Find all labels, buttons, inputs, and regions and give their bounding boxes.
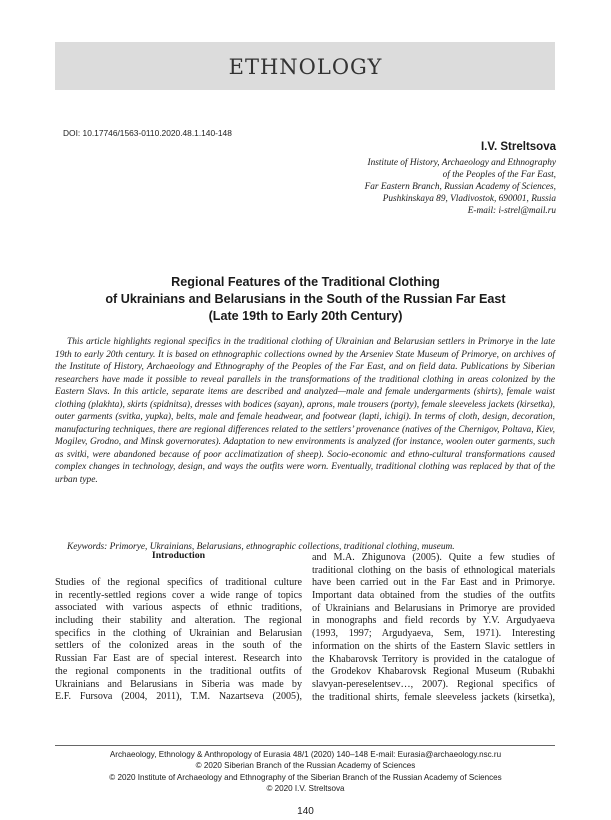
affiliation-line: Far Eastern Branch, Russian Academy of Sciences,: [364, 182, 556, 192]
body-column-right: [312, 552, 555, 704]
affiliation-line: of the Peoples of the Far East,: [442, 170, 556, 180]
title-line: Regional Features of the Traditional Clothing: [171, 275, 440, 289]
affiliation-line: Institute of History, Archaeology and Ethnography: [367, 158, 556, 168]
body-line: of Ukrainians and Belarusians in Primorye are provided: [312, 602, 555, 614]
author-affiliation: [196, 157, 556, 217]
section-title: ETHNOLOGY: [228, 55, 383, 79]
body-line: settlers of the colonized areas in the south of the: [55, 640, 302, 652]
body-line: Russian Far East are of special interest. Research into: [55, 653, 302, 665]
body-line: Important data obtained from the studies of the outfits: [312, 590, 555, 602]
footer-copyright-line: © 2020 Siberian Branch of the Russian Academy of Sciences: [195, 761, 416, 771]
body-line: the traditional shirts, female sleeveless jackets (kirsetka),: [312, 691, 555, 703]
body-line: in monographs and field records by Y.V. Argudyaeva: [312, 615, 555, 627]
body-line: slavyan-pereselentsev…, 2007). Regional specifics of: [312, 678, 555, 690]
title-line: of Ukrainians and Belarusians in the South of the Russian Far East: [105, 292, 506, 306]
body-line: the Grodekov Khabarovsk Regional Museum (Rubakhi: [312, 666, 555, 678]
title-line: (Late 19th to Early 20th Century): [208, 309, 403, 323]
body-line: have been carried out in the Far East and in Primorye.: [312, 577, 555, 589]
footer: [0, 749, 611, 794]
page-number: 140: [297, 806, 314, 817]
body-line: traditional clothing on the basis of ethnological materials: [312, 564, 555, 576]
affiliation-email: E-mail: i-strel@mail.ru: [467, 206, 556, 216]
body-line: associated with various aspects of ethnic traditions,: [55, 602, 302, 614]
footer-copyright-line: © 2020 I.V. Streltsova: [266, 783, 345, 793]
body-line: the Khabarovsk Territory is provided in the catalogue of: [312, 653, 555, 665]
body-line: Ukrainians and Belarusians in Siberia was made by: [55, 678, 302, 690]
keywords: Keywords: Primorye, Ukrainians, Belarusians, ethnographic collections, traditional clothing, museum.: [67, 542, 455, 552]
introduction-heading: Introduction: [151, 550, 206, 561]
body-line: information on the shirts of the Eastern Slavic settlers in: [312, 640, 555, 652]
body-column-left: [55, 577, 302, 704]
body-line: (1993, 1997; Argudyaeva, Sem, 1971). Interesting: [312, 628, 555, 640]
body-line: including their stability and alteration. The regional: [55, 615, 302, 627]
author-name: I.V. Streltsova: [480, 141, 556, 153]
doi: DOI: 10.17746/1563-0110.2020.48.1.140-148: [63, 128, 232, 138]
body-line: Studies of the regional specifics of traditional culture: [55, 577, 302, 588]
abstract: This article highlights regional specifics in the traditional clothing of Ukrainian and Belarusian settlers in Primorye in the late 19th to early 20th century. It is based on ethnographic collections owned by the Arseniev State Museum of Primorye, on archives of the Institute of History, Archaeology and Ethnography of the Peoples of the Far East, and on field data. Publications by Siberian researchers have made it possible to reveal parallels in the transformations of the traditional clothing in areas colonized by the Eastern Slavs. In this article, separate items are described and analyzed—male and female undergarments (shirts), female waist clothing (plakhta), skirts (spidnitsa), dresses with bodices (sayan), aprons, male trousers (porty), female sleeveless jackets (kirsetka), outer garments (svitka, yupka), belts, male and female headwear, and footwear (lapti, ichigi). In terms of cloth, design, decoration, manufacturing techniques, there are regional differences related to the settlers’ provenance (natives of the Chernigov, Poltava, Kiev, Mogilev, Grodno, and Minsk governorates). Adaptation to new environments is analyzed (for instance, woolen outer garments, such as svitki, were abandoned because of poor acclimatization of sheep). Socio-economic and ethno-cultural transformations caused complex changes in technology, design, and ways the outfits were worn. Eventually, traditional clothing was replaced by that of the urban type.: [55, 337, 555, 485]
body-line: in recently-settled regions cover a wide range of topics: [55, 589, 302, 601]
affiliation-line: Pushkinskaya 89, Vladivostok, 690001, Russia: [382, 194, 556, 204]
footer-journal-line: Archaeology, Ethnology & Anthropology of Eurasia 48/1 (2020) 140–148 E-mail: Eurasia@archaeology.nsc.ru: [109, 750, 502, 759]
body-line: E.F. Fursova (2004, 2011), T.M. Nazartseva (2005),: [55, 691, 302, 703]
article-title: [40, 274, 571, 325]
footer-copyright-line: © 2020 Institute of Archaeology and Ethnography of the Siberian Branch of the Russian Academy of Sciences: [109, 772, 502, 782]
footer-divider: [55, 745, 555, 746]
body-line: specifics in the clothing of Ukrainian and Belarusian: [55, 627, 302, 639]
body-line: and M.A. Zhigunova (2005). Quite a few studies of: [312, 552, 555, 563]
body-line: the regional components in the traditional outfits of: [55, 665, 302, 677]
